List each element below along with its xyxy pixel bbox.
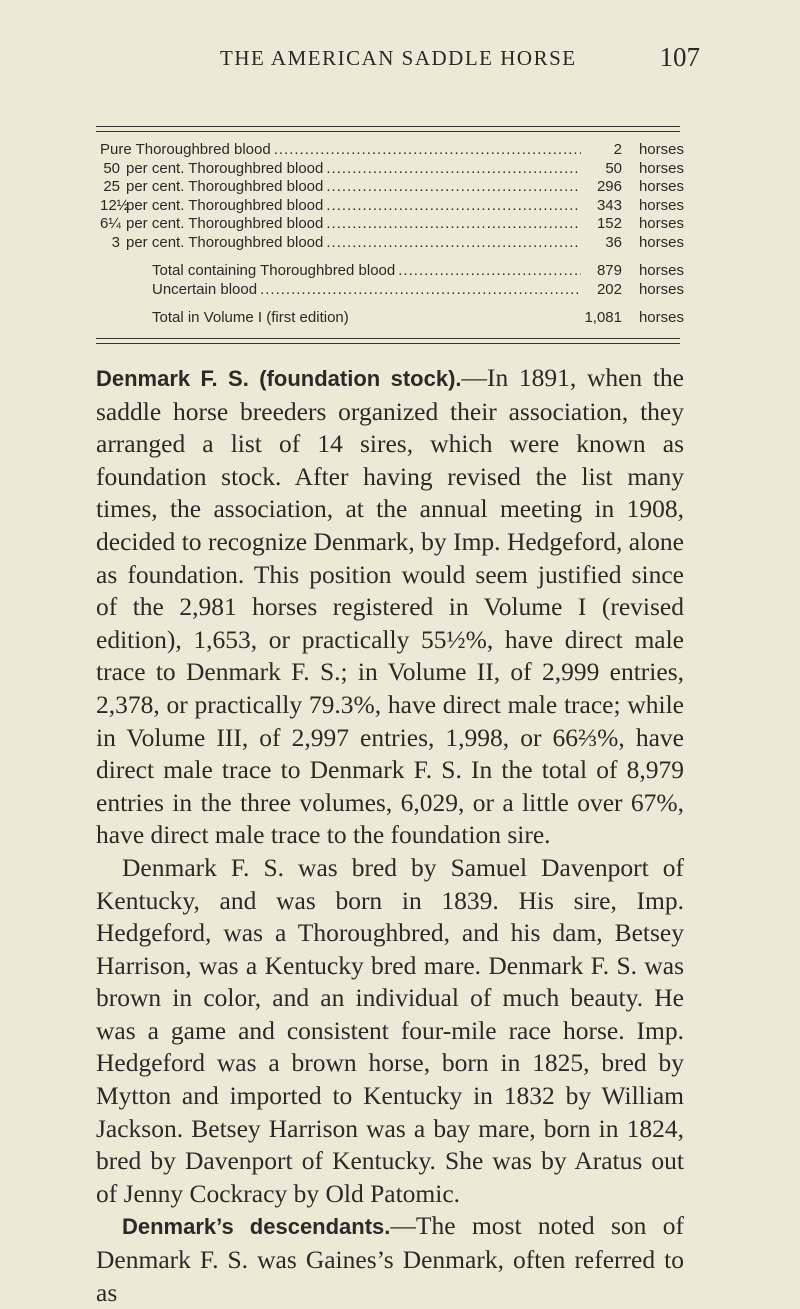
row-quantity: 36 <box>605 233 622 251</box>
row-unit: horses <box>638 215 684 232</box>
table-top-rule <box>96 126 680 132</box>
row-percent: 50 <box>103 159 120 177</box>
row-label: per cent. Thoroughbred blood <box>126 178 324 195</box>
row-quantity: 343 <box>596 196 622 214</box>
dot-leader <box>326 215 581 234</box>
section-heading: Denmark F. S. (foundation stock). <box>96 366 462 391</box>
paragraph-text: —In 1891, when the saddle horse breeders organized their association, they arranged a list of 14 sires, which were known as foundation stock. After having revised the list many times, the association, at the annual meeting in 1908, decided to recognize Denmark, by Imp. Hedgeford, alone as foundation. This position would seem justified since of the 2,981 horses registered in Volume I (revised edition), 1,653, or practically 55½%, have direct male trace to Denmark F. S.; in Volume II, of 2,999 entries, 2,378, or practically 79.3%, have direct male trace; while in Volume III, of 2,997 entries, 1,998, or 66⅔%, have direct male trace to Denmark F. S. In the total of 8,979 entries in the three volumes, 6,029, or a little over 67%, have direct male trace to the foundation sire. <box>96 363 684 850</box>
row-percent: 3 <box>111 233 120 251</box>
dot-leader <box>274 141 581 160</box>
summary-unit: horses <box>638 280 684 298</box>
table-spacer <box>100 299 684 309</box>
total-row <box>100 309 684 328</box>
row-unit: horses <box>638 178 684 195</box>
dot-leader <box>326 234 581 253</box>
row-percent: 12½ <box>100 196 130 214</box>
table-row <box>100 215 684 234</box>
summary-quantity: 879 <box>596 262 622 279</box>
table-row <box>100 234 684 253</box>
row-percent: 6¼ <box>100 215 121 232</box>
section-heading: Denmark’s descendants. <box>122 1214 391 1240</box>
paragraph-breeding: Denmark F. S. was bred by Samuel Davenport of Kentucky, and was born in 1839. His sire, Imp. Hedgeford, was a Thoroughbred, and his dam, Betsey Harrison, was a Kentucky bred mare. Denmark F. S. was brown in color, and an individual of much beauty. He was a game and consistent four-mile race horse. Imp. Hedgeford was a brown horse, born in 1825, bred by Mytton and imported to Kentucky in 1832 by William Jackson. Betsey Harrison was a bay mare, born in 1824, bred by Davenport of Kentucky. She was by Aratus out of Jenny Cockracy by Old Patomic. <box>96 852 684 1208</box>
paragraph-text: —The most noted son of Denmark F. S. was Gaines’s Denmark, often referred to as <box>96 1211 685 1307</box>
summary-unit: horses <box>638 262 684 279</box>
row-percent: 25 <box>103 178 120 195</box>
table-row <box>100 141 684 160</box>
paragraph-descendants <box>96 1210 684 1309</box>
row-label: per cent. Thoroughbred blood <box>126 196 324 214</box>
row-label: per cent. Thoroughbred blood <box>126 159 324 177</box>
table-row <box>100 197 684 216</box>
table-spacer <box>100 252 684 262</box>
row-unit: horses <box>638 196 684 214</box>
table-row <box>100 178 684 197</box>
row-unit: horses <box>638 141 684 158</box>
row-quantity: 152 <box>596 215 622 232</box>
blood-statistics-table <box>100 141 684 328</box>
page-number: 107 <box>659 42 700 72</box>
row-unit: horses <box>638 159 684 177</box>
total-label: Total in Volume I (first edition) <box>152 309 349 326</box>
row-unit: horses <box>638 233 684 251</box>
total-unit: horses <box>638 309 684 326</box>
dot-leader <box>326 197 581 216</box>
summary-label: Total containing Thoroughbred blood <box>152 262 396 279</box>
running-title: THE AMERICAN SADDLE HORSE <box>220 46 577 70</box>
table-row <box>100 160 684 179</box>
page-header <box>0 42 800 86</box>
paragraph-foundation-stock <box>96 362 684 852</box>
dot-leader <box>326 160 581 179</box>
row-quantity: 2 <box>613 141 622 158</box>
row-quantity: 296 <box>596 178 622 195</box>
summary-row <box>100 281 684 300</box>
row-label: Pure Thoroughbred blood <box>100 141 271 158</box>
row-label: per cent. Thoroughbred blood <box>126 233 324 251</box>
table-bottom-rule <box>96 338 680 344</box>
row-quantity: 50 <box>605 159 622 177</box>
total-quantity: 1,081 <box>584 309 622 326</box>
body-text <box>96 362 684 1309</box>
summary-quantity: 202 <box>596 280 622 298</box>
row-label: per cent. Thoroughbred blood <box>126 215 324 232</box>
summary-label: Uncertain blood <box>152 280 258 298</box>
summary-row <box>100 262 684 281</box>
dot-leader <box>260 281 581 300</box>
dot-leader <box>326 178 581 197</box>
dot-leader <box>398 262 581 281</box>
